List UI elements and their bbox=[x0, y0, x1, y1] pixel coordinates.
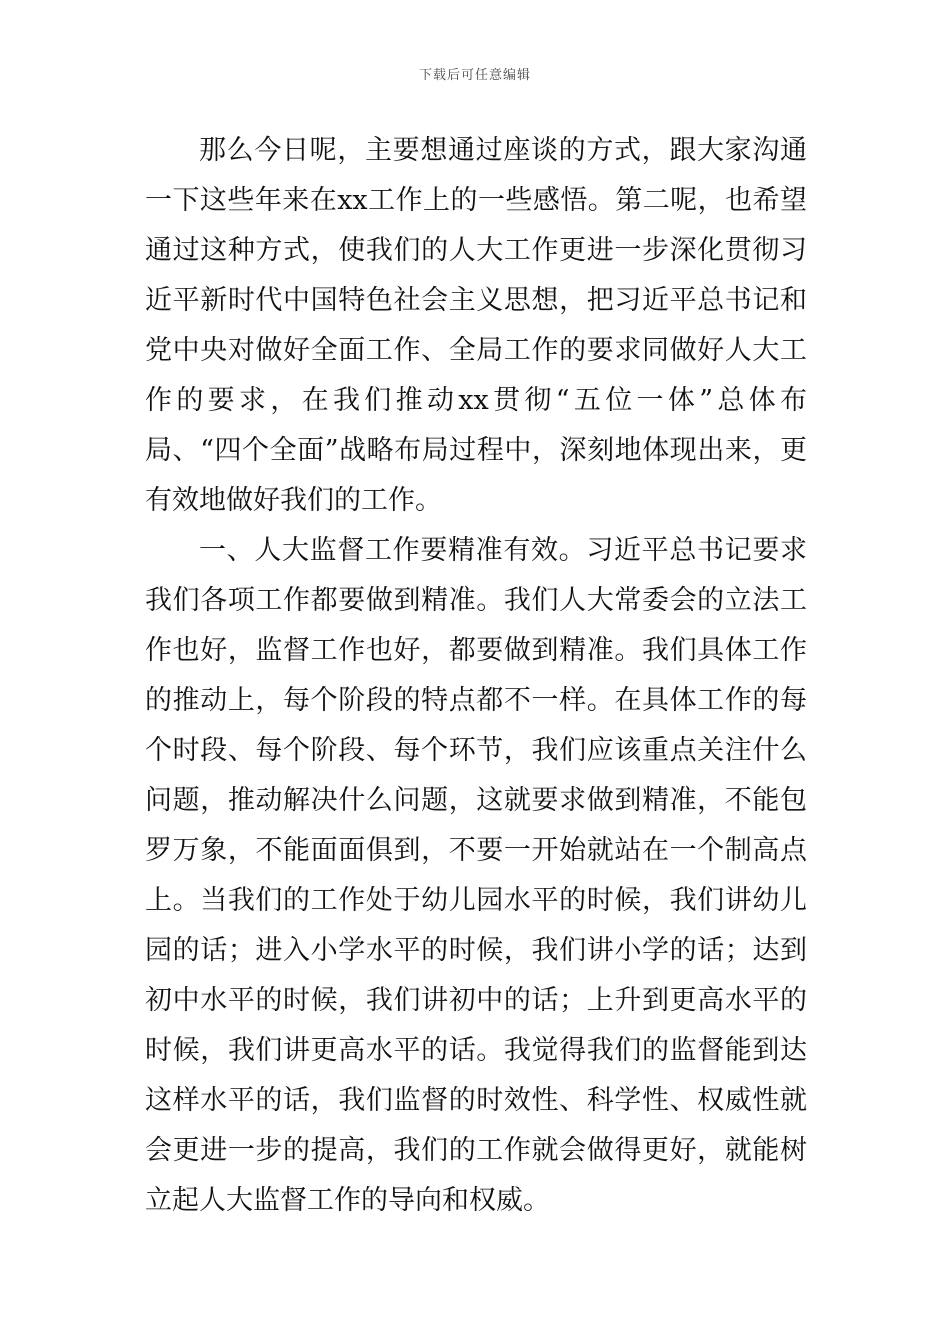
page-header-note: 下载后可任意编辑 bbox=[418, 68, 531, 83]
paragraph-section-one: 一、人大监督工作要精准有效。习近平总书记要求我们各项工作都要做到精准。我们人大常委会的立法工作也好，监督工作也好，都要做到精准。我们具体工作的推动上，每个阶段的特点都不一样。在具体工作的每个时段、每个阶段、每个环节，我们应该重点关注什么问题，推动解决什么问题，这就要求做到精准，不能包罗万象，不能面面俱到，不要一开始就站在一个制高点上。当我们的工作处于幼儿园水平的时候，我们讲幼儿园的话；进入小学水平的时候，我们讲小学的话；达到初中水平的时候，我们讲初中的话；上升到更高水平的时候，我们讲更高水平的话。我觉得我们的监督能到达这样水平的话，我们监督的时效性、科学性、权威性就会更进一步的提高，我们的工作就会做得更好，就能树立起人大监督工作的导向和权威。 bbox=[145, 535, 807, 1216]
paragraph-intro: 那么今日呢，主要想通过座谈的方式，跟大家沟通一下这些年来在xx工作上的一些感悟。第二呢，也希望通过这种方式，使我们的人大工作更进一步深化贯彻习近平新时代中国特色社会主义思想，把习近平总书记和党中央对做好全面工作、全局工作的要求同做好人大工作的要求，在我们推动xx贯彻“五位一体”总体布局、“四个全面”战略布局过程中，深刻地体现出来，更有效地做好我们的工作。 bbox=[145, 135, 807, 516]
document-body bbox=[145, 126, 807, 1226]
